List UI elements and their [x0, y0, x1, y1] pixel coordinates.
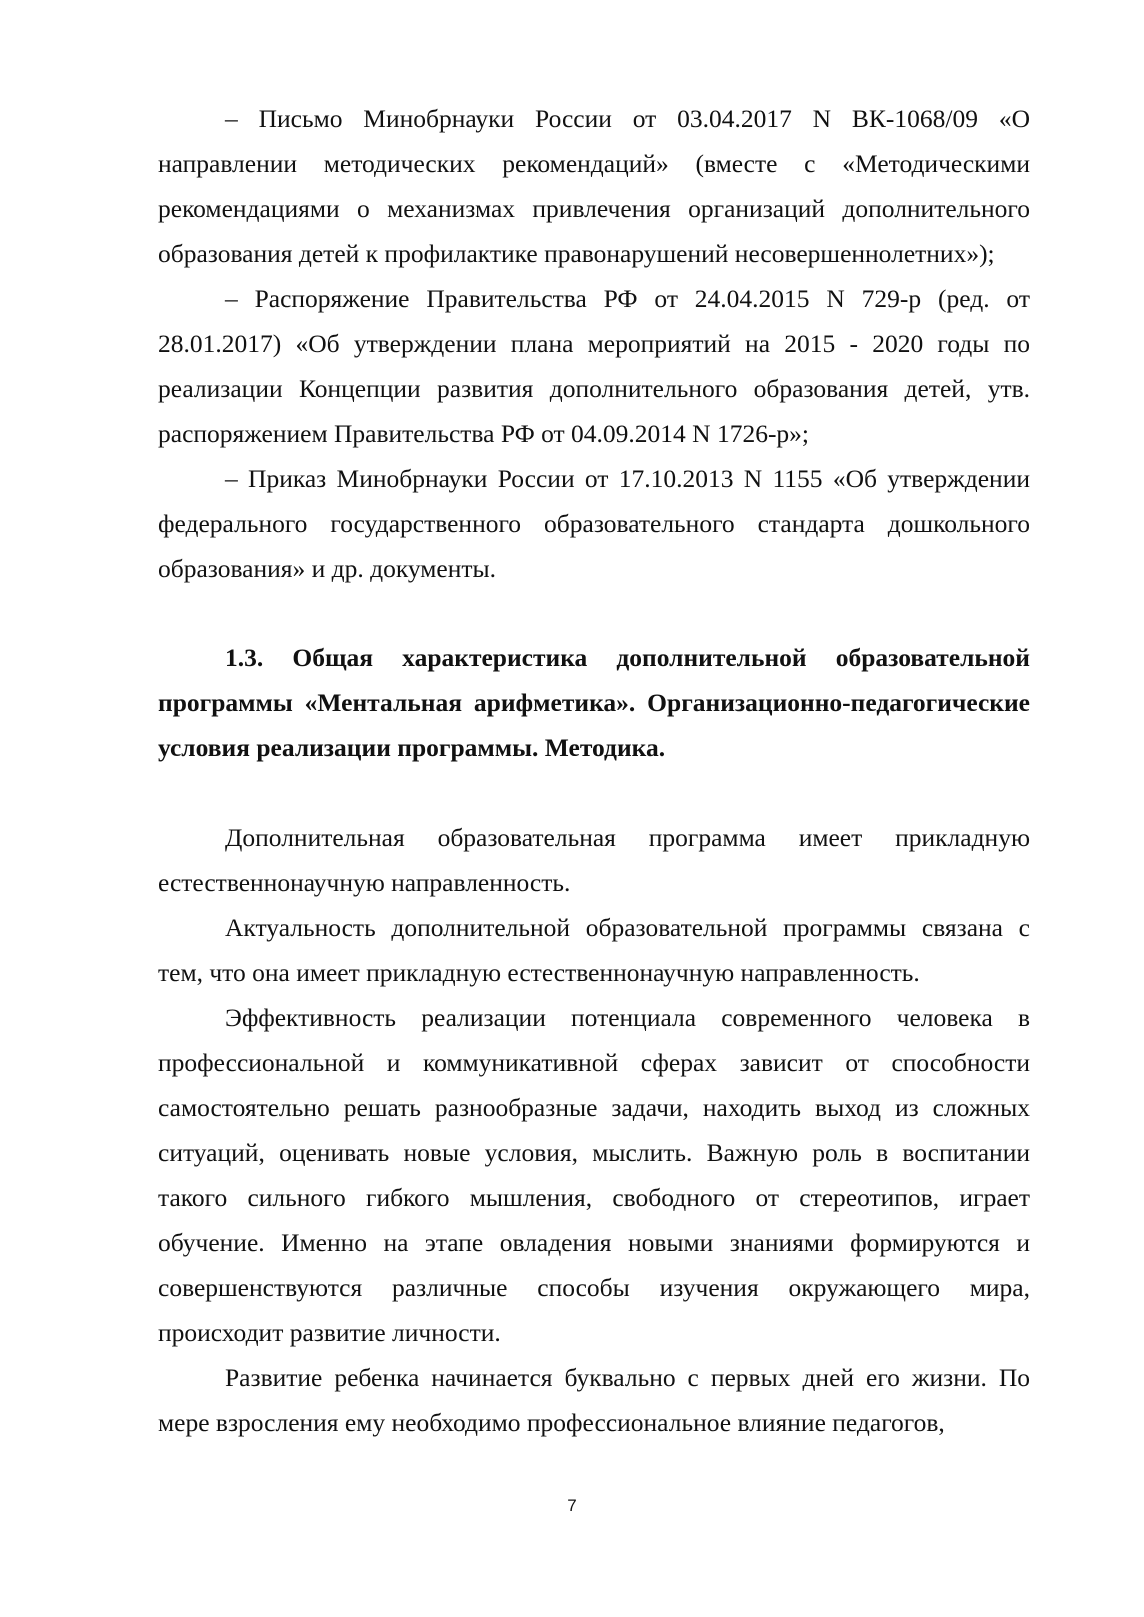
paragraph-effectiveness: Эффективность реализации потенциала современного человека в профессиональной и коммуникативной сферах зависит от способности самостоятельно решать разнообразные задачи, находить выход из сложных ситуаций, оценивать новые условия, мыслить. Важную роль в воспитании такого сильного гибкого мышления, свободного от стереотипов, играет обучение. Именно на этапе овладения новыми знаниями формируются и совершенствуются различные способы изучения окружающего мира, происходит развитие личности. [158, 1003, 1030, 1347]
spacer [158, 591, 1030, 635]
spacer [158, 770, 1030, 815]
section-heading: 1.3. Общая характеристика дополнительной образовательной программы «Ментальная арифметика». Организационно-педагогические условия реализации программы. Методика. [158, 643, 1030, 762]
document-page [158, 96, 1030, 1445]
page-number: 7 [567, 1496, 577, 1515]
list-item-minobrnauki-order: – Приказ Минобрнауки России от 17.10.2013 N 1155 «Об утверждении федерального государственного образовательного стандарта дошкольного образования» и др. документы. [158, 464, 1030, 583]
paragraph-program-orientation: Дополнительная образовательная программа имеет прикладную естественнонаучную направленность. [158, 823, 1030, 897]
list-item-letter-minobrnauki: – Письмо Минобрнауки России от 03.04.2017 N ВК-1068/09 «О направлении методических рекомендаций» (вместе с «Методическими рекомендациями о механизмах привлечения организаций дополнительного образования детей к профилактике правонарушений несовершеннолетних»); [158, 104, 1030, 268]
list-item-government-order: – Распоряжение Правительства РФ от 24.04.2015 N 729-р (ред. от 28.01.2017) «Об утверждении плана мероприятий на 2015 - 2020 годы по реализации Концепции развития дополнительного образования детей, утв. распоряжением Правительства РФ от 04.09.2014 N 1726-р»; [158, 284, 1030, 448]
paragraph-relevance: Актуальность дополнительной образовательной программы связана с тем, что она имеет прикладную естественнонаучную направленность. [158, 913, 1030, 987]
paragraph-child-development: Развитие ребенка начинается буквально с первых дней его жизни. По мере взросления ему необходимо профессиональное влияние педагогов, [158, 1363, 1030, 1437]
